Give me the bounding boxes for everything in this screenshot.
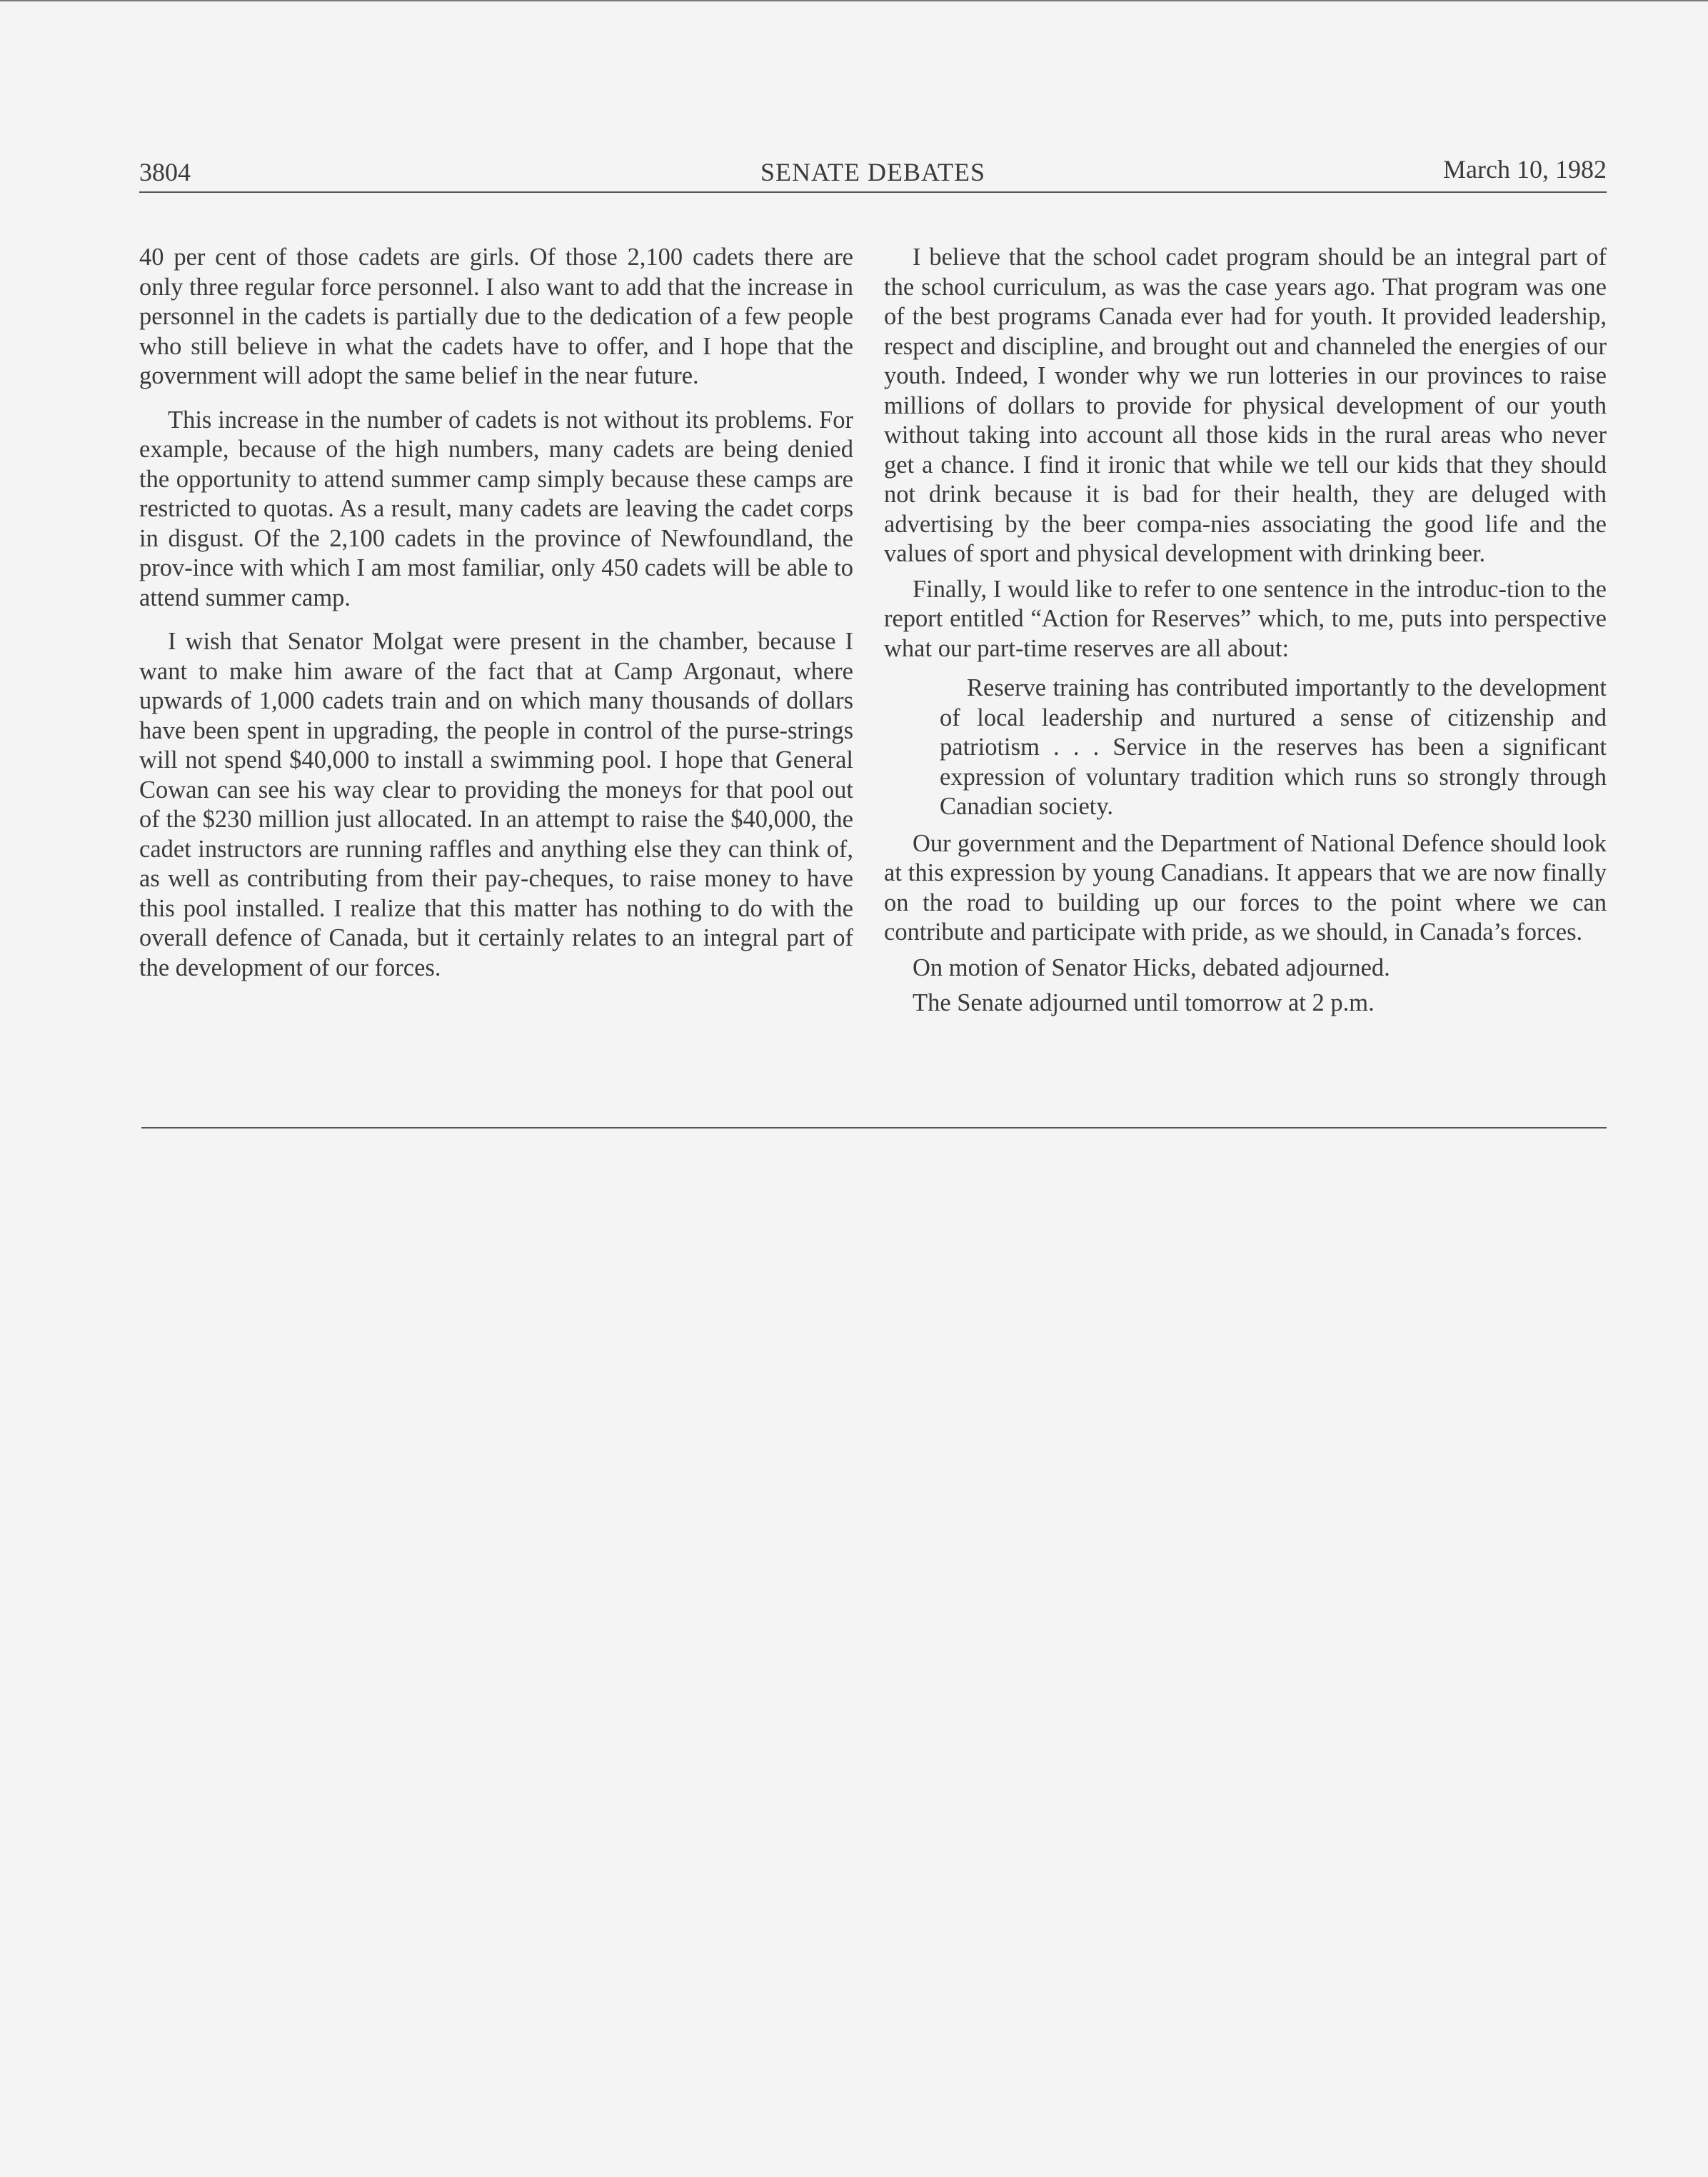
page-header — [139, 153, 1607, 193]
publication-title: SENATE DEBATES — [760, 158, 985, 186]
paragraph: Our government and the Department of National Defence should look at this expression by young Canadians. It appears that we are now finally on the road to building up our forces to the point where we can contribute and participate with pride, as we should, in Canada’s forces. — [884, 829, 1607, 946]
page-top-edge — [0, 0, 1708, 1]
right-column — [884, 243, 1607, 1019]
header-rule — [139, 191, 1607, 193]
paragraph: 40 per cent of those cadets are girls. Of those 2,100 cadets there are only three regular force personnel. I also want to add that the increase in personnel in the cadets is partially due to the dedication of a few people who still believe in what the cadets have to offer, and I hope that the government will adopt the same belief in the near future. — [139, 244, 853, 389]
sitting-date: March 10, 1982 — [1443, 155, 1607, 184]
paragraph: Finally, I would like to refer to one sentence in the introduc-tion to the report entitled “Action for Reserves” which, to me, puts into perspective what our part-time reserves are all about: — [884, 575, 1607, 662]
paragraph: I believe that the school cadet program should be an integral part of the school curriculum, as was the case years ago. That program was one of the best programs Canada ever had for youth. It provided leadership, respect and discipline, and brought out and channeled the energies of our youth. Indeed, I wonder why we run lotteries in our provinces to raise millions of dollars to provide for physical development of our youth without taking into account all those kids in the rural areas who never get a chance. I find it ironic that while we tell our kids that they should not drink because it is bad for their health, they are deluged with advertising by the beer compa-nies associating the good life and the values of sport and physical development with drinking beer. — [884, 244, 1607, 567]
paragraph: This increase in the number of cadets is not without its problems. For example, because of the high numbers, many cadets are being denied the opportunity to attend summer camp simply because these camps are restricted to quotas. As a result, many cadets are leaving the cadet corps in disgust. Of the 2,100 cadets in the province of Newfoundland, the prov-ince with which I am most familiar, only 450 cadets will be able to attend summer camp. — [139, 406, 853, 611]
paragraph: On motion of Senator Hicks, debated adjourned. — [913, 954, 1390, 981]
paragraph: The Senate adjourned until tomorrow at 2 p.m. — [913, 989, 1375, 1016]
page-number: 3804 — [139, 158, 191, 186]
paragraph: I wish that Senator Molgat were present in the chamber, because I want to make him aware of the fact that at Camp Argonaut, where upwards of 1,000 cadets train and on which many thousands of dollars have been spent in upgrading, the people in control of the purse-strings will not spend $40,000 to install a swimming pool. I hope that General Cowan can see his way clear to providing the moneys for that pool out of the $230 million just allocated. In an attempt to raise the $40,000, the cadet instructors are running raffles and anything else they can think of, as well as contributing from their pay-cheques, to raise money to have this pool installed. I realize that this matter has nothing to do with the overall defence of Canada, but it certainly relates to an integral part of the development of our forces. — [139, 628, 853, 981]
footer-rule — [141, 1127, 1607, 1128]
left-column — [139, 243, 853, 983]
block-quote: Reserve training has contributed importantly to the development of local leadership and nurtured a sense of citizenship and patriotism . . . Service in the reserves has been a significant expression of voluntary tradition which runs so strongly through Canadian society. — [940, 674, 1607, 820]
